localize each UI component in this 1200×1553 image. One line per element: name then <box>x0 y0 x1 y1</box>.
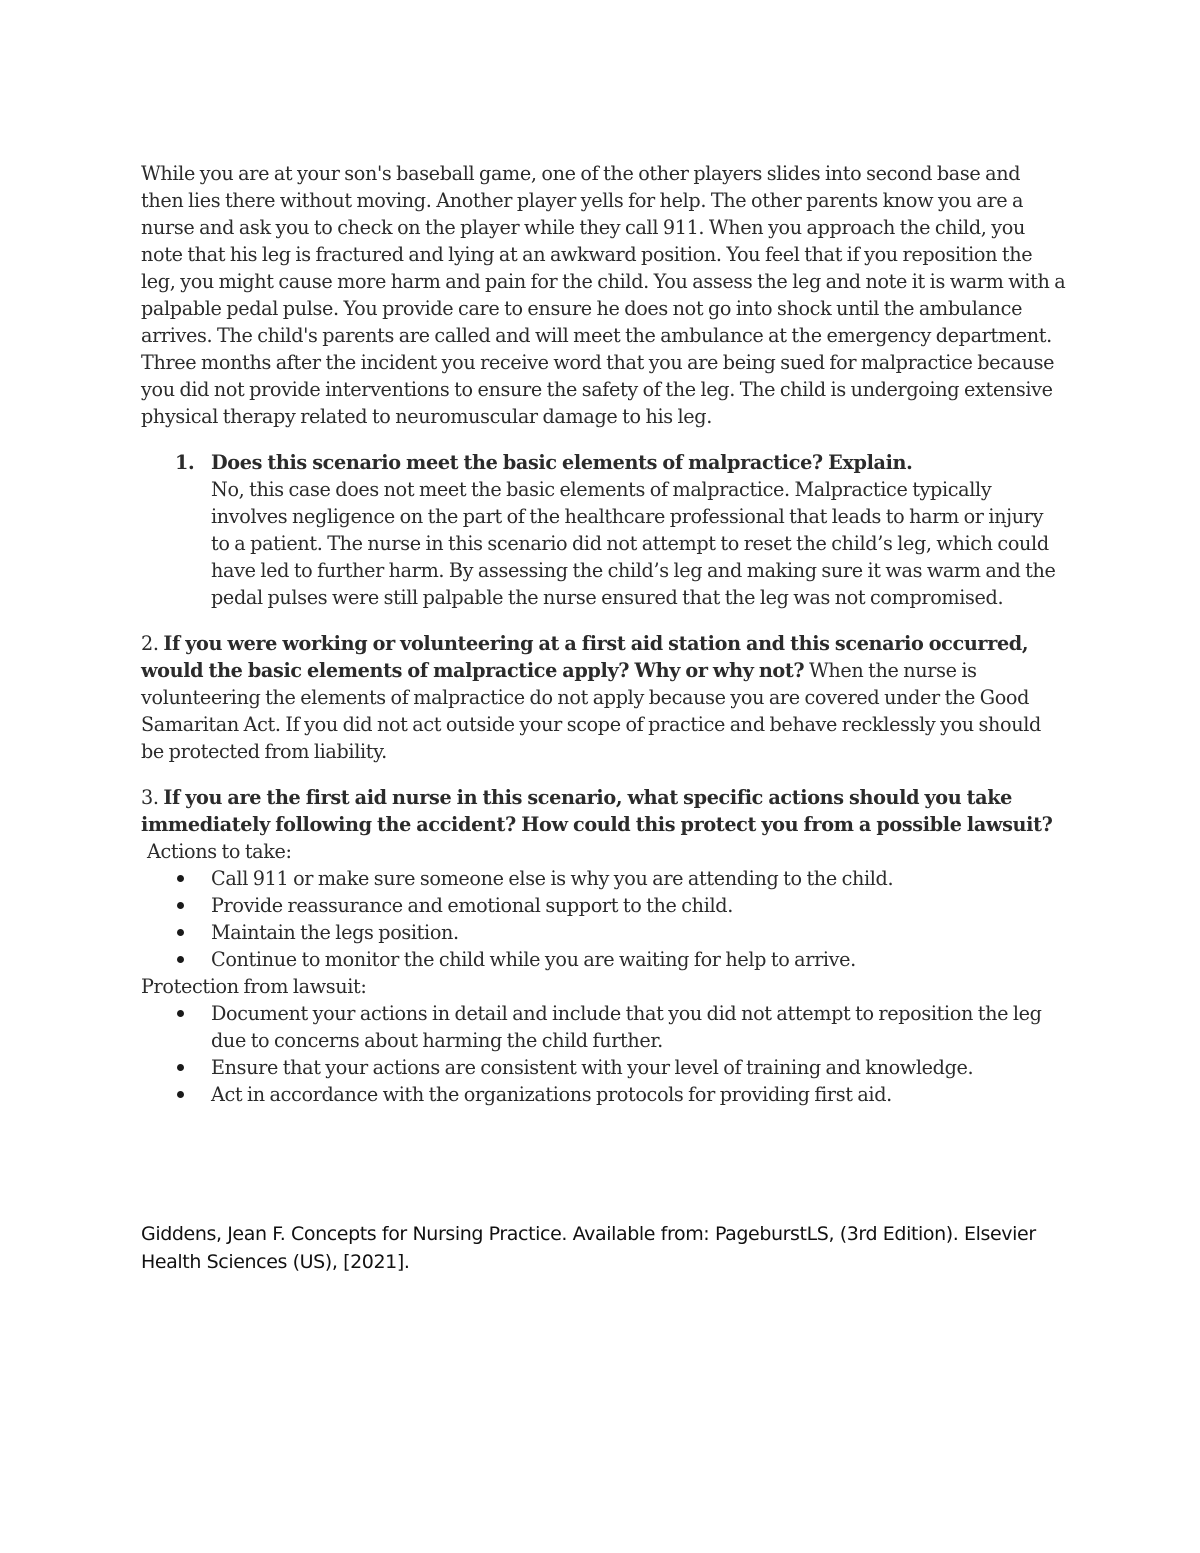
question-3-heading <box>141 784 1066 838</box>
question-1-answer: No, this case does not meet the basic elements of malpractice. Malpractice typically involves negligence on the part of the healthcare professional that leads to harm or injury to a patient. The nurse in this scenario did not attempt to reset the child’s leg, which could have led to further harm. By assessing the child’s leg and making sure it was warm and the pedal pulses were still palpable the nurse ensured that the leg was not compromised. <box>211 478 1056 609</box>
scenario-paragraph: While you are at your son's baseball game, one of the other players slides into second base and then lies there without moving. Another player yells for help. The other parents know you are a nurse and ask you to check on the player while they call 911. When you approach the child, you note that his leg is fractured and lying at an awkward position. You feel that if you reposition the leg, you might cause more harm and pain for the child. You assess the leg and note it is warm with a palpable pedal pulse. You provide care to ensure he does not go into shock until the ambulance arrives. The child's parents are called and will meet the ambulance at the emergency department. Three months after the incident you receive word that you are being sued for malpractice because you did not provide interventions to ensure the safety of the leg. The child is undergoing extensive physical therapy related to neuromuscular damage to his leg. <box>141 162 1066 428</box>
actions-list <box>141 865 1066 973</box>
question-3 <box>141 784 1066 1108</box>
question-2 <box>141 630 1066 765</box>
question-2-text: If you were working or volunteering at a first aid station and this scenario occurred, would the basic elements of malpractice apply? Why or why not? <box>141 632 1029 682</box>
question-1-text: Does this scenario meet the basic elements of malpractice? Explain. <box>211 451 913 474</box>
question-1-item <box>141 449 1066 611</box>
list-item: Call 911 or make sure someone else is why you are attending to the child. <box>141 865 1066 892</box>
question-1-number: 1. <box>175 451 195 474</box>
list-item: Maintain the legs position. <box>141 919 1066 946</box>
citation: Giddens, Jean F. Concepts for Nursing Practice. Available from: PageburstLS, (3rd Edition). Elsevier Health Sciences (US), [2021]. <box>141 1223 1036 1273</box>
list-item: Document your actions in detail and include that you did not attempt to reposition the leg due to concerns about harming the child further. <box>141 1000 1066 1054</box>
list-item: Act in accordance with the organizations protocols for providing first aid. <box>141 1081 1066 1108</box>
question-3-number: 3. <box>141 786 159 809</box>
list-item: Continue to monitor the child while you are waiting for help to arrive. <box>141 946 1066 973</box>
document-body <box>141 160 1066 1108</box>
protection-label: Protection from lawsuit: <box>141 975 367 998</box>
question-1 <box>141 449 1066 611</box>
list-item: Ensure that your actions are consistent with your level of training and knowledge. <box>141 1054 1066 1081</box>
question-2-answer: When the nurse is volunteering the elements of malpractice do not apply because you are covered under the Good Samaritan Act. If you did not act outside your scope of practice and behave recklessly you should be protected from liability. <box>141 659 1041 763</box>
question-2-number: 2. <box>141 632 159 655</box>
actions-label: Actions to take: <box>147 840 292 863</box>
question-3-text: If you are the first aid nurse in this scenario, what specific actions should you take immediately following the accident? How could this protect you from a possible lawsuit? <box>141 786 1053 836</box>
list-item: Provide reassurance and emotional support to the child. <box>141 892 1066 919</box>
protection-list <box>141 1000 1066 1108</box>
